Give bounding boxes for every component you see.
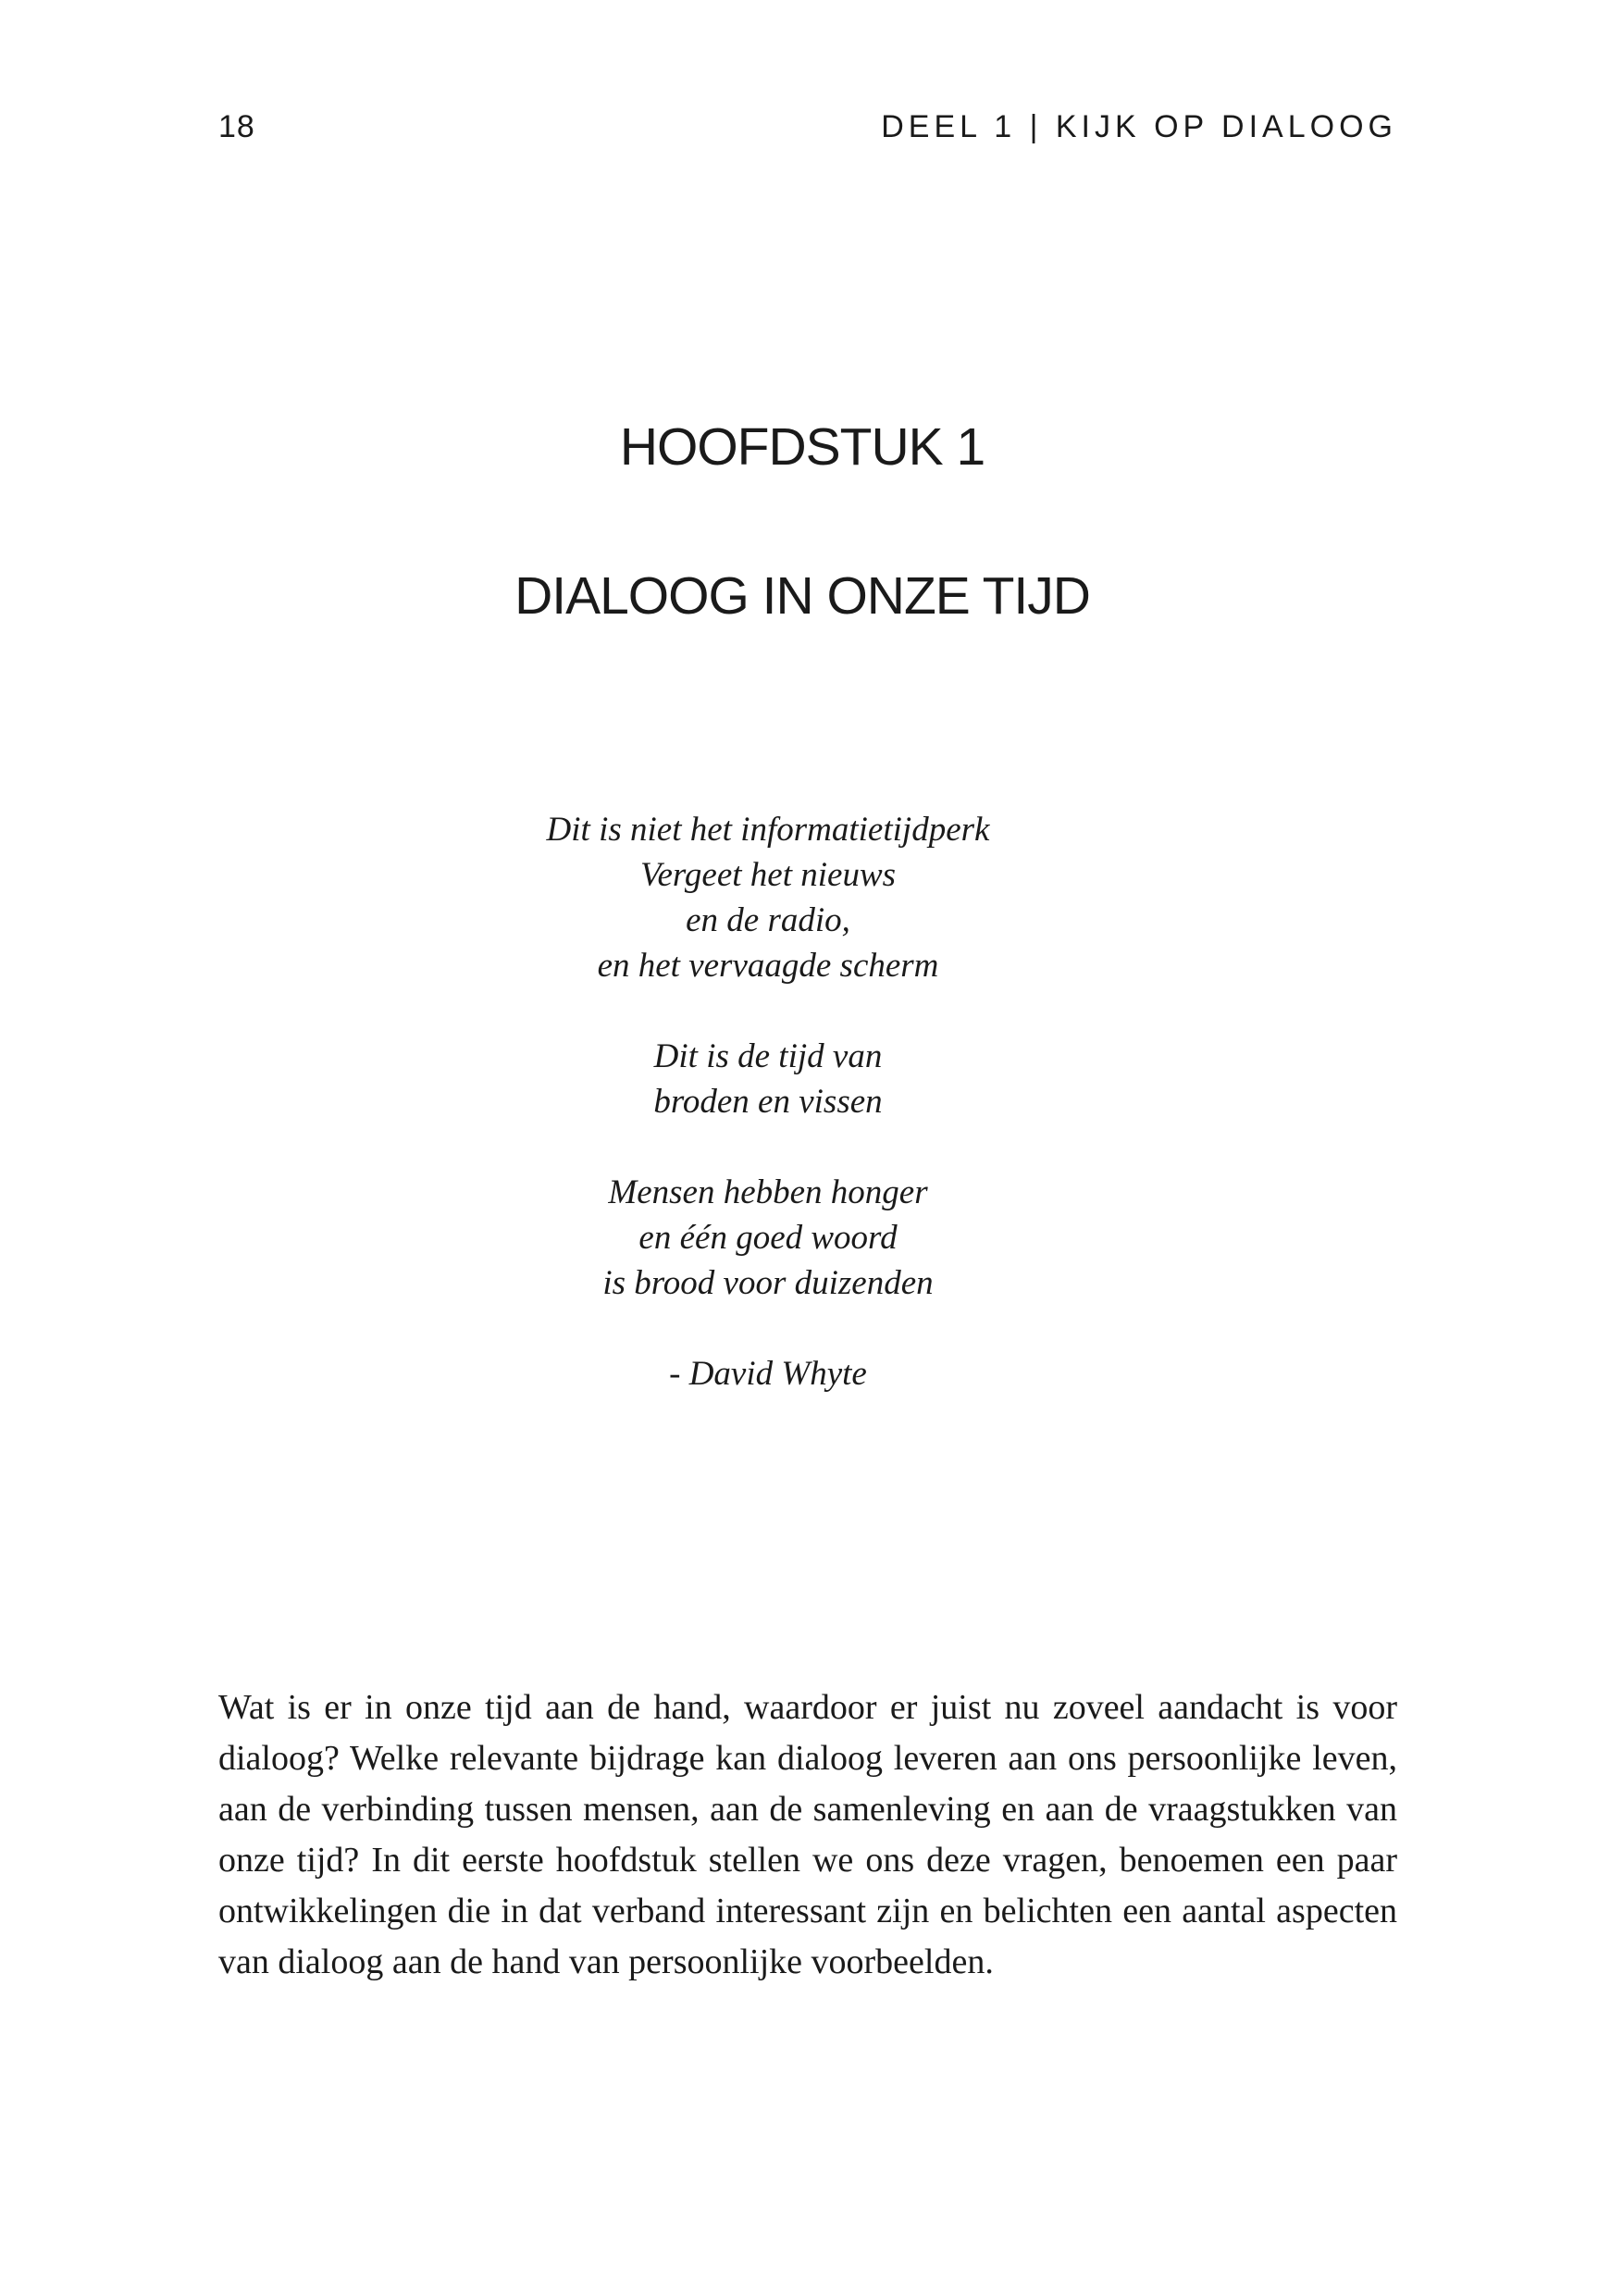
poem-line: en één goed woord: [638, 1219, 898, 1257]
poem-stanzas: [218, 807, 1318, 1306]
chapter-title: DIALOOG IN ONZE TIJD: [514, 566, 1090, 626]
chapter-label: HOOFDSTUK 1: [619, 417, 985, 477]
running-title: DEEL 1 | KIJK OP DIALOOG: [881, 109, 1397, 144]
body-paragraph: Wat is er in onze tijd aan de hand, waardoor er juist nu zoveel aandacht is voor dialoog? Welke relevante bijdrage kan dialoog leveren aan ons persoonlijke leven, aan de verbinding tussen mensen, aan de samenleving en aan de vraagstukken van onze tijd? In dit eerste hoofdstuk stellen we ons deze vragen, benoemen een paar ontwikkelingen die in dat verband interessant zijn en belichten een aantal aspecten van dialoog aan de hand van persoonlijke voorbeelden.: [218, 1688, 1397, 1981]
poem-line: en het vervaagde scherm: [597, 947, 939, 985]
poem-line: Dit is de tijd van: [653, 1037, 883, 1075]
poem-line: Vergeet het nieuws: [639, 856, 897, 894]
poem-attribution: - David Whyte: [669, 1355, 867, 1393]
poem-line: is brood voor duizenden: [602, 1264, 934, 1302]
poem-stanza: [218, 1034, 1318, 1124]
poem-line: Dit is niet het informatietijdperk: [546, 811, 990, 849]
poem-stanza: [218, 807, 1318, 988]
epigraph-poem: [218, 807, 1397, 1396]
poem-line: broden en vissen: [653, 1083, 883, 1121]
poem-stanza: [218, 1170, 1318, 1306]
page-number: 18: [218, 109, 255, 144]
running-header: [218, 109, 1397, 145]
poem-line: en de radio,: [686, 901, 850, 939]
poem-line: Mensen hebben honger: [608, 1173, 928, 1211]
